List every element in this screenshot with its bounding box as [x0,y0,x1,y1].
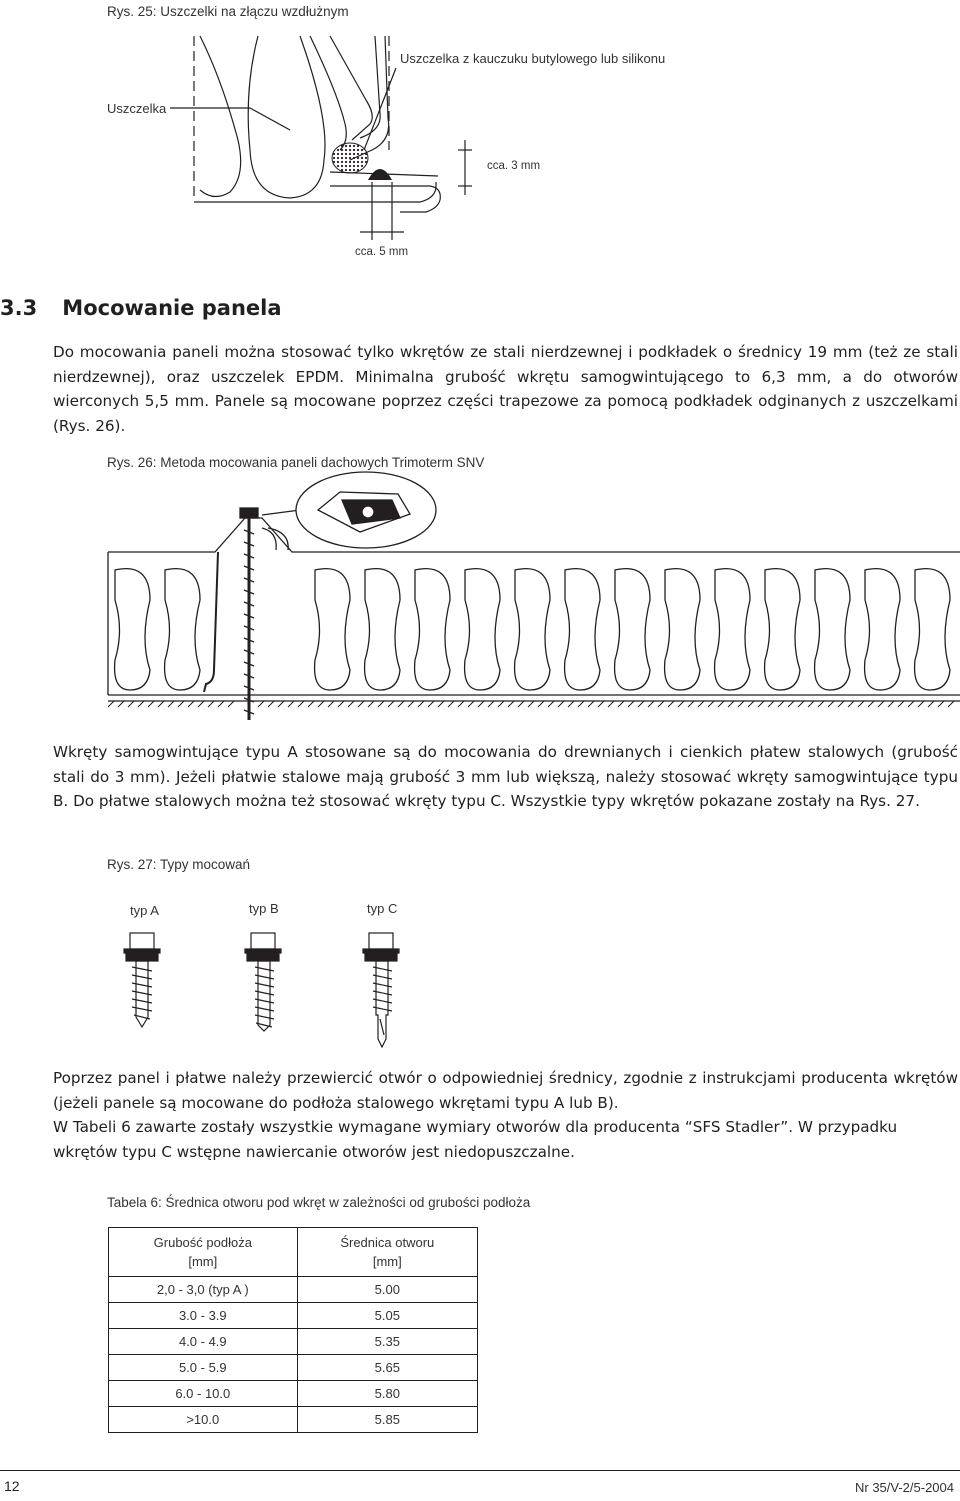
table-row [109,1407,478,1433]
fig25-dim-3mm: cca. 3 mm [487,160,541,172]
screw-type-b [245,933,281,1031]
table-cell: 5.05 [297,1303,477,1329]
header-line: Grubość podłoża [153,1235,252,1250]
table-row [109,1381,478,1407]
fig27-type-b-label: typ B [249,901,279,916]
table-row [109,1303,478,1329]
fig25-drawing [0,0,520,260]
section-title: Mocowanie panela [62,296,282,320]
table-cell: 2,0 - 3,0 (typ A ) [109,1277,298,1303]
table-cell: 6.0 - 10.0 [109,1381,298,1407]
header-unit: [mm] [372,1254,402,1269]
table6 [108,1227,478,1433]
table6-caption: Tabela 6: Średnica otworu pod wkręt w zależności od grubości podłoża [107,1195,531,1210]
screw-type-a [124,933,160,1027]
fig25-label-butyl: Uszczelka z kauczuku butylowego lub silikonu [400,51,666,66]
section-heading [0,296,960,320]
table-cell: 5.65 [297,1355,477,1381]
table-cell: >10.0 [109,1407,298,1433]
fig25-label-seal: Uszczelka [107,101,167,116]
fig26-caption: Rys. 26: Metoda mocowania paneli dachowych Trimoterm SNV [107,455,485,470]
fig25-dim-5mm: cca. 5 mm [355,246,409,258]
table-cell: 5.80 [297,1381,477,1407]
table-cell: 5.85 [297,1407,477,1433]
header-unit: [mm] [188,1254,218,1269]
paragraph-1: Do mocowania paneli można stosować tylko wkrętów ze stali nierdzewnej i podkładek o średnicy 19 mm (też ze stali nierdzewnej), oraz uszczelek EPDM. Minimalna grubość wkrętu samogwintującego to 6,3 mm, a do otworów wierconych 5,5 mm. Panele są mocowane poprzez części trapezowe za pomocą podkładek odginanych z uszczelkami (Rys. 26). [53,343,958,435]
paragraph-3: Poprzez panel i płatwe należy przewiercić otwór o odpowiedniej średnicy, zgodnie z instrukcjami producenta wkrętów (jeżeli panele są mocowane do podłoża stalowego wkrętami typu A lub B). [53,1069,958,1112]
table-row [109,1355,478,1381]
table-row [109,1277,478,1303]
table-cell: 5.35 [297,1329,477,1355]
fig26-drawing [0,470,960,730]
table6-header-cell [297,1228,477,1277]
table-row [109,1329,478,1355]
doc-reference: Nr 35/V-2/5-2004 [854,1480,954,1495]
section-number: 3.3 [0,296,38,320]
fig27-type-a-label: typ A [130,903,159,918]
fig27-type-c-label: typ C [367,901,398,916]
header-line: Średnica otworu [340,1235,435,1250]
fig27-caption: Rys. 27: Typy mocowań [107,857,251,872]
table-cell: 3.0 - 3.9 [109,1303,298,1329]
paragraph-4: W Tabeli 6 zawarte zostały wszystkie wymagane wymiary otworów dla producenta “SFS Stadler”. W przypadku wkrętów typu C wstępne nawiercanie otworów jest niedopuszczalne. [53,1118,898,1161]
table-cell: 5.00 [297,1277,477,1303]
table6-header-row [109,1228,478,1277]
screw-type-c [363,933,399,1047]
table-cell: 5.0 - 5.9 [109,1355,298,1381]
table-cell: 4.0 - 4.9 [109,1329,298,1355]
page-number: 12 [4,1478,20,1494]
fig27-screws [0,925,420,1055]
fig25-caption: Rys. 25: Uszczelki na złączu wzdłużnym [107,4,349,19]
paragraph-2: Wkręty samogwintujące typu A stosowane są do mocowania do drewnianych i cienkich płatew stalowych (grubość stali do 3 mm). Jeżeli płatwie stalowe mają grubość 3 mm lub większą, należy stosować wkręty samogwintujące typu B. Do płatwe stalowych można też stosować wkręty typu C. Wszystkie typy wkrętów pokazane zostały na Rys. 27. [53,743,958,810]
table6-header-cell [109,1228,298,1277]
footer-rule [0,1470,960,1471]
